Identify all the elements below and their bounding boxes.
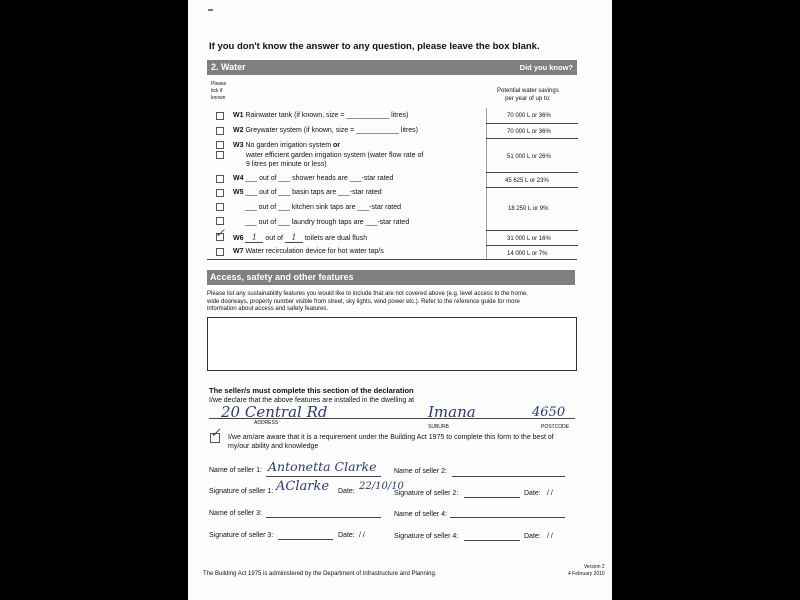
access-section-header	[207, 270, 575, 285]
access-description: Please list any sustainability features you would like to include that are not covered above (e.g. level access to the home, wide doorways, property number visible from street, sky lights, wind power etc.). Refer to the reference guide for more information about access and safety features.	[207, 291, 528, 312]
w5c-checkbox[interactable]	[216, 217, 224, 225]
form-page	[188, 0, 612, 600]
sig2-label: Signature of seller 2:	[394, 490, 459, 497]
w3-item: W3 No garden irrigation system or water efficient garden irrigation system (water flow rate of 9 litres per minute or less)	[233, 142, 424, 168]
sig4-label: Signature of seller 4:	[394, 533, 459, 540]
name1-value[interactable]: Antonetta Clarke	[268, 459, 377, 474]
w3b-checkbox[interactable]	[216, 151, 224, 159]
date1-label: Date:	[338, 488, 355, 495]
instruction: If you don't know the answer to any question, please leave the box blank.	[209, 41, 540, 52]
w1-item: W1 Rainwater tank (if known, size = ___________ litres)	[233, 112, 409, 119]
date3-label: Date:	[338, 532, 355, 539]
w6-item: W6 1 out of 1 toilets are dual flush	[233, 233, 368, 242]
footer-text: The Building Act 1975 is administered by the Department of Infrastructure and Planning.	[203, 571, 437, 577]
date1-value[interactable]: 22/10/10	[359, 481, 404, 492]
name3-label: Name of seller 3:	[209, 510, 262, 517]
savings-header: Potential water savings per year of up to:	[497, 88, 559, 102]
date3-value[interactable]: / /	[359, 532, 365, 539]
w4-item: W4 ___ out of ___ shower heads are ___-star rated	[233, 175, 394, 182]
name2-label: Name of seller 2:	[394, 468, 447, 475]
suburb-label: SUBURB	[428, 424, 449, 430]
w3a-checkbox[interactable]	[216, 141, 224, 149]
w5b-checkbox[interactable]	[216, 203, 224, 211]
aware-text: I/we am/are aware that it is a requirement under the Building Act 1975 to complete this form to the best of my/our ability and knowledge	[228, 434, 554, 450]
w3-saving: 51 000 L or 26%	[507, 154, 551, 160]
w5-item: W5 ___ out of ___ basin taps are ___-star rated	[233, 189, 382, 196]
sig3-label: Signature of seller 3:	[209, 532, 274, 539]
name1-label: Name of seller 1:	[209, 467, 262, 474]
sig1-label: Signature of seller 1:	[209, 488, 274, 495]
version-info: Version 2 4 February 2010	[568, 564, 605, 577]
sig1-value[interactable]: AClarke	[276, 479, 330, 494]
w7-saving: 14 000 L or 7%	[507, 251, 548, 257]
name4-label: Name of seller 4:	[394, 511, 447, 518]
w6-saving: 31 000 L or 16%	[507, 236, 551, 242]
please-tick-label: Please tick if known	[211, 81, 227, 101]
w7-checkbox[interactable]	[216, 248, 224, 256]
w4-checkbox[interactable]	[216, 175, 224, 183]
date4-value[interactable]: / /	[547, 533, 553, 540]
w2-checkbox[interactable]	[216, 127, 224, 135]
postcode-label: POSTCODE	[541, 424, 570, 430]
w2-saving: 70 000 L or 36%	[507, 129, 551, 135]
w5-saving: 18 250 L or 9%	[508, 206, 549, 212]
scan-mark	[208, 9, 213, 11]
declare-text: I/we declare that the above features are installed in the dwelling at	[209, 397, 415, 404]
address-label: ADDRESS	[254, 420, 279, 426]
access-features-textarea[interactable]	[207, 317, 577, 371]
w7-item: W7 Water recirculation device for hot water tap/s	[233, 248, 384, 255]
w5-laundry: ___ out of ___ laundry trough taps are ___-star rated	[245, 219, 410, 226]
w1-checkbox[interactable]	[216, 112, 224, 120]
address-value[interactable]: 20 Central Rd	[221, 403, 328, 421]
suburb-value[interactable]: Imana	[428, 403, 476, 421]
w2-item: W2 Greywater system (if known, size = ___________ litres)	[233, 127, 419, 134]
date4-label: Date:	[524, 533, 541, 540]
w5-kitchen: ___ out of ___ kitchen sink taps are ___-star rated	[245, 204, 402, 211]
column-divider	[486, 108, 487, 260]
date2-value[interactable]: / /	[547, 490, 553, 497]
w4-saving: 45 625 L or 23%	[505, 178, 549, 184]
access-section-title: Access, safety and other features	[210, 272, 354, 282]
water-section-title: 2. Water	[211, 62, 246, 72]
did-you-know: Did you know?	[519, 63, 573, 72]
w1-saving: 70 000 L or 36%	[507, 113, 551, 119]
date2-label: Date:	[524, 490, 541, 497]
aware-check-mark: ✓	[210, 426, 221, 441]
w5a-checkbox[interactable]	[216, 189, 224, 197]
water-section-header	[207, 60, 577, 75]
declaration-title: The seller/s must complete this section of the declaration	[209, 386, 414, 395]
w6-check-mark: ✓	[215, 226, 226, 240]
postcode-value[interactable]: 4650	[532, 405, 566, 420]
